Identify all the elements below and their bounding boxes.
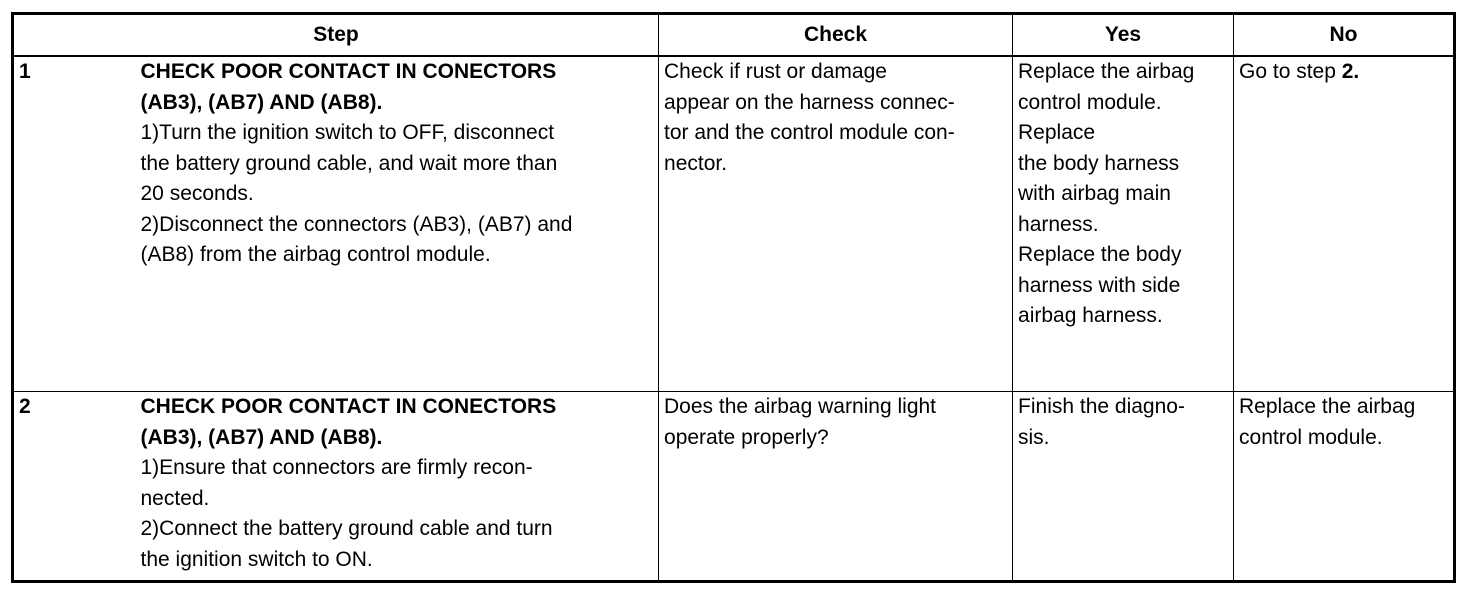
no-cell [1234, 56, 1455, 392]
header-no: No [1234, 14, 1455, 57]
check-line: Does the airbag warning light [664, 395, 937, 418]
no-line: control module. [1239, 425, 1383, 449]
yes-line: airbag harness. [1018, 304, 1163, 327]
step-instruction-line: 1)Turn the ignition switch to OFF, disconnect [140, 121, 555, 144]
table-row [13, 56, 1455, 392]
step-instruction-line: the ignition switch to ON. [140, 547, 373, 571]
yes-line: with airbag main [1018, 182, 1171, 205]
yes-line: sis. [1018, 425, 1050, 449]
step-cell [136, 392, 659, 582]
step-title-line: CHECK POOR CONTACT IN CONECTORS [140, 395, 557, 418]
no-step-ref: 2. [1341, 60, 1360, 83]
check-line: tor and the control module con- [664, 121, 955, 144]
header-row [13, 14, 1455, 57]
header-yes: Yes [1013, 14, 1234, 57]
yes-cell [1013, 392, 1234, 582]
step-number: 2 [13, 392, 136, 582]
no-cell [1234, 392, 1455, 582]
yes-line: Replace the airbag [1018, 60, 1195, 83]
step-title-line: CHECK POOR CONTACT IN CONECTORS [140, 60, 557, 83]
yes-cell [1013, 56, 1234, 392]
check-line: Check if rust or damage [664, 60, 887, 83]
no-text: Go to step [1239, 60, 1342, 83]
step-instruction-line: 2)Connect the battery ground cable and turn [140, 517, 553, 540]
step-instruction-line: nected. [140, 486, 210, 510]
diagnosis-table [11, 12, 1456, 583]
yes-line: Finish the diagno- [1018, 395, 1185, 418]
step-instruction-line: the battery ground cable, and wait more than [140, 151, 558, 175]
step-title-line: (AB3), (AB7) AND (AB8). [140, 90, 383, 114]
yes-line: harness with side [1018, 273, 1181, 297]
yes-line: Replace the body [1018, 243, 1182, 266]
header-check: Check [659, 14, 1013, 57]
step-instruction-line: 20 seconds. [140, 182, 254, 205]
yes-line: the body harness [1018, 151, 1180, 175]
check-line: appear on the harness connec- [664, 90, 955, 114]
no-line: Replace the airbag [1239, 395, 1416, 418]
yes-line: harness. [1018, 212, 1099, 236]
step-number: 1 [13, 56, 136, 392]
step-instruction-line: 1)Ensure that connectors are firmly recon- [140, 456, 533, 479]
check-cell [659, 392, 1013, 582]
yes-line: Replace [1018, 121, 1096, 144]
check-cell [659, 56, 1013, 392]
header-step: Step [13, 14, 659, 57]
step-cell [136, 56, 659, 392]
step-title-line: (AB3), (AB7) AND (AB8). [140, 425, 383, 449]
step-instruction-line: 2)Disconnect the connectors (AB3), (AB7) and [140, 212, 573, 236]
check-line: nector. [664, 151, 728, 175]
check-line: operate properly? [664, 425, 829, 449]
step-instruction-line: (AB8) from the airbag control module. [140, 243, 491, 266]
table-row [13, 392, 1455, 582]
yes-line: control module. [1018, 90, 1162, 114]
